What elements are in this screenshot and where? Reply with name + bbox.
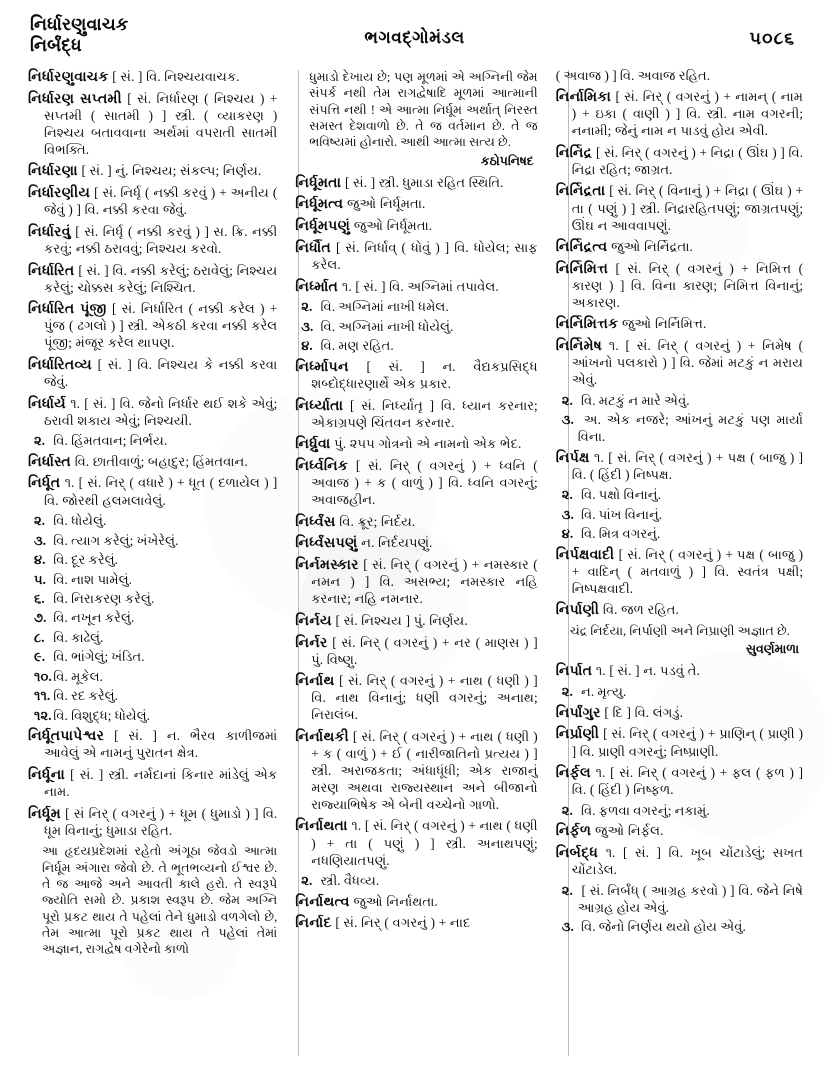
entry-definition: [ સં. ] વિ. નિશ્ચયવાચક.	[112, 69, 240, 84]
entry-first-line	[28, 395, 277, 430]
sense-text: [ સં. નિર્ ( વગરનું ) + પક્ષ ( બાજુ ) ] વિ. ( હિંદી ) નિષ્પક્ષ.	[571, 449, 804, 482]
sense-text: વિ. દૂર કરેલું.	[53, 552, 118, 568]
entry-definition: જુઓ નિર્નિમિત્ત.	[622, 316, 707, 332]
entry-sense	[556, 393, 803, 410]
dictionary-entry	[295, 278, 537, 356]
dictionary-entry	[556, 546, 803, 598]
sense-text: વિ. નિરાકરણ કરેલું.	[53, 591, 155, 606]
entry-body	[556, 315, 803, 333]
headword: નિર્નાથ	[295, 673, 335, 690]
sense-number: ૩.	[561, 919, 574, 935]
headword: નિર્ધ્માત	[295, 278, 339, 295]
sense-text: વિ. રદ કરેલું.	[53, 688, 118, 704]
headword: નિર્ધ્વંસ	[295, 513, 336, 530]
entry-body	[295, 634, 537, 669]
sense-text: [ સં. નિર્ ( વધારે ) + ધૂત ( દળાયેલ ) ] વિ. જોરથી હલમલાવેલું.	[44, 475, 278, 508]
entry-sense	[28, 533, 277, 550]
sense-text: અ. એક નજરે; આંખનું મટકું પણ માર્યા વિના.	[577, 412, 803, 445]
entry-definition: [ સં. ] સ્ત્રી. નર્મદાનાં કિનાર માંડેલું એક નામ.	[44, 766, 278, 800]
entry-definition: વિ. ક્રૂર; નિર્દય.	[339, 513, 416, 529]
entry-definition: [ સં. નિર્ ( વિનાનું ) + નિદ્રા ( ઊંઘ ) + તા ( પણું ) ] સ્ત્રી. નિદ્રારહિતપણું; જાગ્રતપણું; ઊંઘ ન આવવાપણું.	[571, 183, 803, 233]
entry-body	[295, 914, 537, 932]
entry-sense	[28, 433, 277, 450]
page-number: ૫૦૮૬	[749, 28, 795, 48]
entry-body	[295, 239, 537, 274]
entry-sense	[28, 688, 277, 705]
entry-sense	[556, 507, 803, 524]
dictionary-entry	[295, 914, 537, 932]
headword: નિર્ધૌત	[295, 239, 331, 256]
sense-text: ન. મૃત્યુ.	[581, 684, 627, 700]
sense-number: ૨.	[301, 873, 313, 889]
dictionary-entry	[295, 817, 537, 890]
entry-body	[295, 513, 537, 531]
headword: નિર્નિમિત્તક	[555, 316, 619, 333]
sense-number: ૪.	[561, 526, 574, 542]
entry-body	[295, 534, 537, 552]
sense-number: ૨.	[561, 802, 573, 818]
dictionary-entry	[295, 239, 537, 274]
entry-continuation: ( અવાજ ) ] વિ. અવાજ રહિત.	[555, 68, 711, 83]
sense-number: ૫.	[34, 571, 46, 587]
entry-body	[295, 672, 537, 724]
column-2	[286, 68, 546, 1068]
sense-text: વિ. હિંમતવાન; નિર્ભય.	[53, 433, 168, 449]
headword: નિર્ધારણા	[28, 163, 78, 180]
sense-number: ૩.	[301, 318, 314, 334]
sense-text: વિ. ધોયેલું.	[53, 513, 107, 529]
entry-definition: [ સં. નિર્ ( વગરનું ) + ધ્વનિ ( અવાજ ) + ક ( વાળું ) ] વિ. ધ્વનિ વગરનું; અવાજહીન.	[311, 457, 538, 508]
sense-number: ૯.	[34, 649, 46, 665]
entry-sense	[28, 591, 277, 608]
entry-body	[28, 223, 277, 258]
dictionary-entry	[28, 727, 277, 762]
quotation-source: સુવર્ણમાળા	[745, 642, 799, 657]
sense-number: ૨.	[561, 487, 573, 503]
sense-text: [ સં. ] વિ. જેનો નિર્ધાર થઈ શકે એવું; ઠરાવી શકાય એવું; નિશ્ચયી.	[44, 395, 278, 428]
headword: નિર્નિમિત્ત	[555, 260, 609, 277]
headword: નિર્નામિકા	[555, 88, 612, 105]
sense-number: ૩.	[34, 532, 47, 548]
dictionary-entry	[295, 217, 537, 235]
entry-first-line	[556, 662, 803, 680]
entry-sense	[295, 338, 537, 355]
headword: નિર્ધ્વંસપણું	[295, 535, 358, 552]
sense-text: સ્ત્રી. વૈધવ્ય.	[320, 873, 380, 889]
dictionary-entry	[28, 262, 277, 297]
headword: નિર્ધૂમત્વ	[295, 196, 344, 213]
page-columns	[22, 68, 807, 1068]
headword: નિર્ધાસ્ત	[28, 453, 71, 470]
entry-definition: [ સં. નિર્ધૃ ( નક્કી કરવું ) ] સ. ક્રિ. નક્કી કરવું; નક્કી ઠરાવવું; નિશ્ચય કરવો.	[44, 223, 278, 257]
headword: નિર્નિદ્રત્વ	[555, 238, 608, 255]
headword: નિર્ધારિતવ્ય	[28, 356, 92, 373]
dictionary-entry	[28, 90, 277, 159]
entry-body	[28, 453, 277, 471]
dictionary-entry	[295, 634, 537, 669]
column-1	[22, 68, 286, 1068]
dictionary-entry	[295, 534, 537, 552]
dictionary-entry	[295, 728, 537, 814]
headword: નિર્ધાર્ય	[28, 395, 66, 412]
sense-text: વિ. વિશુદ્ધ; ધોયેલું.	[53, 707, 150, 723]
headword: નિર્પક્ષ	[555, 449, 590, 466]
sense-text: વિ. જેનો નિર્ણય થયો હોય એવું.	[581, 919, 746, 935]
headword: નિર્નિમેષ	[555, 338, 603, 355]
entry-body	[295, 435, 537, 453]
dictionary-entry	[28, 184, 277, 219]
entry-sense	[28, 649, 277, 666]
sense-text: વિ. અગ્નિમાં નાખી ધોયેલું.	[320, 318, 454, 334]
sense-text: વિ. ત્યાગ કરેલું; ખંખેરેલું.	[53, 532, 179, 548]
dictionary-entry	[556, 725, 803, 760]
entry-body	[295, 358, 537, 393]
entry-sense	[295, 873, 537, 890]
dictionary-entry	[295, 672, 537, 724]
dictionary-entry	[28, 356, 277, 391]
sense-text: વિ. ફળવા વગરનું; નકામું.	[581, 802, 710, 818]
entry-definition: જુઓ નિર્ધૂમતા.	[353, 218, 433, 234]
entry-body	[295, 174, 537, 192]
headword: નિર્નાથકી	[295, 728, 349, 745]
headword: નિર્પક્ષવાદી	[555, 546, 615, 563]
entry-sense	[28, 708, 277, 725]
entry-first-line	[295, 278, 537, 296]
dictionary-entry	[295, 195, 537, 213]
sense-number: ૩.	[561, 412, 574, 428]
dictionary-entry	[556, 601, 803, 619]
headword: નિર્નમસ્કાર	[295, 557, 359, 574]
headword: નિર્ધ્યાતા	[295, 397, 344, 414]
entry-definition: [ સં. નિર્ ( વગરનું ) + નામન્ ( નામ ) + ઇકા ( વાણી ) ] વિ. સ્ત્રી. નામ વગરની; નનામી; જેનું નામ ન પાડવું હોય એવી.	[571, 88, 803, 139]
headword: નિર્ધ્રુવા	[295, 436, 331, 453]
dictionary-entry	[28, 162, 277, 180]
headword: નિર્પાત	[555, 663, 593, 680]
dictionary-entry	[28, 474, 277, 724]
dictionary-entry	[556, 704, 803, 722]
sense-text: [ સં. નિર્ ( વગરનું ) + ફલ ( ફળ ) ] વિ. ( હિંદી ) નિષ્ફળ.	[571, 765, 803, 798]
entry-first-line	[556, 337, 803, 389]
entry-definition: [ દિ ] વિ. લંગડું.	[604, 704, 683, 720]
entry-body	[28, 766, 277, 801]
entry-body	[295, 195, 537, 213]
entry-definition: [ સં. નિર્ધારણ ( નિશ્ચય ) + સપ્તમી ( સાતમી ) ] સ્ત્રી. ( વ્યાકરણ ) નિશ્ચય બતાવવાના અર્થમાં વપરાતી સાતમી વિભક્તિ.	[44, 90, 278, 157]
dictionary-entry	[556, 449, 803, 544]
entry-definition: [ સં. નિર્ ( વગરનું ) + પક્ષ ( બાજુ ) + વાદિન્ ( મતવાળું ) ] વિ. સ્વતંત્ર પક્ષી; નિષ્પક્ષવાદી.	[571, 546, 803, 596]
entry-definition: [ સં. નિર્ ( વગરનું ) + પ્રાણિન્ ( પ્રાણી ) ] વિ. પ્રાણી વગરનું; નિષ્પ્રાણી.	[571, 726, 804, 759]
entry-definition: [ સં નિર્ ( વગરનું ) + ધૂમ ( ધુમાડો ) ] વિ. ધૂમ વિનાનું; ધુમાડા રહિત.	[44, 805, 278, 838]
sense-text: વિ. મણ રહિત.	[320, 338, 394, 354]
entry-sense	[28, 552, 277, 569]
dictionary-entry	[28, 223, 277, 258]
entry-body	[28, 356, 277, 391]
headword: નિર્પાણી	[555, 602, 600, 619]
entry-sense	[556, 526, 803, 543]
dictionary-entry	[556, 662, 803, 701]
headword: નિર્નાદ	[295, 915, 332, 932]
entry-body	[28, 805, 277, 840]
dictionary-entry	[28, 395, 277, 451]
headword: નિર્ધારણુવાચક	[28, 69, 109, 85]
entry-definition: [ સં. નિર્ ( વગરનું ) + નાથ ( ધણી ) + ક ( વાળું ) + ઈ ( નારીજાતિનો પ્રત્યય ) ] સ્ત્રી. અરાજકતા; અંધાધૂંધી; એક રાજાનું મરણ અથવા રાજ્યસ્થાન અને બીજાનો રાજ્યાભિષેક એ બેની વચ્ચેનો ગાળો.	[311, 728, 538, 812]
headword: નિર્ધૂના	[28, 766, 65, 783]
entry-sense	[556, 487, 803, 504]
sense-number: ૪.	[301, 338, 313, 354]
headword: નિર્નાથત્વ	[295, 893, 350, 910]
dictionary-entry	[556, 88, 803, 140]
headword: નિર્નય	[295, 612, 332, 629]
entry-definition: [ સં. નિર્ ( વગરનું ) + નિદ્રા ( ઊંઘ ) ] વિ. નિદ્રા રહિત; જાગ્રત.	[571, 144, 803, 177]
sense-text: [ સં. ] ન. પડવું તે.	[609, 663, 700, 679]
entry-body	[28, 162, 277, 180]
headword: નિર્નિદ્રતા	[555, 183, 606, 200]
headword: નિર્નિદ્ર	[555, 144, 593, 161]
sense-text: વિ. કાઢેલું.	[53, 629, 104, 645]
headword: નિર્ધારિત	[28, 262, 75, 279]
book-title: ભગવદ્ગોમંડલ	[364, 28, 465, 47]
dictionary-entry	[295, 513, 537, 531]
entry-body	[28, 184, 277, 219]
running-head-left-line2: નિર્બંદ્ધ	[30, 35, 82, 56]
headword: નિર્ધૂત	[28, 475, 61, 492]
dictionary-entry	[28, 453, 277, 471]
sense-text: વિ. અગ્નિમાં નાખી ધમેલ.	[320, 299, 449, 315]
entry-sense	[28, 572, 277, 589]
entry-definition: [ સં. ] સ્ત્રી. ધુમાડા રહિત સ્થિતિ.	[344, 174, 504, 190]
sense-text: [ સં. નિર્ ( વગરનું ) + નિમેષ ( આંખનો પલકારો ) ] વિ. જેમાં મટકું ન મરાય એવું.	[571, 338, 804, 388]
entry-sense	[28, 513, 277, 530]
entry-sense	[556, 412, 803, 446]
dictionary-entry	[28, 766, 277, 801]
entry-body	[556, 88, 803, 140]
sense-text: વિ. નાશ પામેલું.	[53, 571, 132, 587]
headword: નિર્નર	[295, 634, 328, 651]
entry-definition: [ સં. નિર્ ( વગરનું ) + નિમિત્ત ( કારણ ) ] વિ. વિના કારણ; નિમિત્ત વિનાનું; અકારણ.	[571, 260, 803, 310]
dictionary-entry	[28, 300, 277, 352]
sense-text: વિ. ભાંગેલું; ખંડિત.	[53, 649, 145, 665]
entry-body	[28, 68, 277, 86]
entry-body	[28, 90, 277, 159]
quotation: આ હૃદયપ્રદેશમાં રહેતો અંગૂઠા જેવડો આત્મા નિર્ધૂમ અંગારા જેવો છે. તે ભૂતભવ્યનો ઈશ્વર છે. તે જ આજે અને આવતી કાલે હરો. તે સ્વરૂપે જ્યોતિ સમો છે. પ્રકાશ સ્વરૂપ છે. જેમ અગ્નિ પૂરો પ્રકટ થાય તે પહેલાં તેને ધુમાડો વળગેલો છે, તેમ આત્મા પૂરો પ્રકટ થાય તે પહેલાં તેમાં અજ્ઞાન, રાગદ્વેષ વગેરેનો કાળો	[42, 844, 278, 957]
entry-first-line	[556, 449, 803, 484]
entry-body	[295, 893, 537, 911]
dictionary-entry	[295, 893, 537, 911]
dictionary-entry	[295, 174, 537, 192]
entry-definition: [ સં. નિર્ ( વગરનું ) + નમસ્કાર ( નમન ) ] વિ. અસભ્ય; નમસ્કાર નહિ કરનાર; નહિ નમનાર.	[311, 557, 538, 607]
headword: નિર્ફલ	[555, 765, 591, 782]
sense-number: ૧.	[605, 844, 616, 860]
entry-definition: જુઓ નિર્ધૂમતા.	[347, 196, 426, 212]
headword: નિર્નાથતા	[295, 818, 348, 835]
entry-body	[28, 262, 277, 297]
sense-number: ૧.	[64, 475, 75, 491]
dictionary-entry	[295, 397, 537, 432]
sense-number: ૧.	[595, 765, 606, 781]
dictionary-entry	[556, 315, 803, 333]
entry-body	[556, 260, 803, 312]
sense-text: વિ. પાંખ વિનાનું.	[581, 506, 663, 522]
sense-number: ૮.	[34, 629, 45, 645]
sense-number: ૬.	[34, 591, 45, 606]
entry-definition: વિ. જળ રહિત.	[602, 602, 679, 618]
dictionary-entry	[556, 182, 803, 234]
entry-definition: જુઓ નિર્ફલ.	[594, 823, 664, 839]
entry-sense	[28, 630, 277, 647]
dictionary-entry	[556, 144, 803, 179]
dictionary-entry	[556, 337, 803, 446]
dictionary-entry	[556, 238, 803, 256]
quotation: ધુમાડો દેખાય છે; પણ મૂળમાં એ અગ્નિની જેમ સંપર્ક નથી તેમ રાગદ્વેષાદિ મૂળમાં આત્માની સંપત્તિ નથી ! એ આત્મા નિર્ધૂમ અર્થાત્ નિરસ્ત સમસ્ત દેશવાળો છે. તે જ વર્તમાન છે. તે જ ભવિષ્યમાં હોનારો. આથી આત્મા સત્ય છે.	[309, 70, 538, 150]
sense-text: [ સં. ] વિ. ખૂબ ચોંટાડેલું; સખત ચોંટાડેલ.	[571, 844, 804, 878]
sense-number: ૭.	[34, 610, 47, 626]
sense-number: ૧૨.	[34, 707, 52, 723]
entry-body	[295, 397, 537, 432]
sense-number: ૧.	[70, 395, 80, 411]
headword: નિર્ધૂતપાપેશ્વર	[28, 728, 105, 745]
entry-body	[556, 725, 803, 760]
entry-body	[295, 457, 537, 509]
sense-number: ૧.	[594, 449, 604, 465]
sense-number: ૧૧.	[34, 688, 51, 704]
headword: નિર્ધારણીય	[28, 185, 91, 202]
entry-body	[295, 728, 537, 814]
headword: નિર્ધારિત પૂંજી	[28, 301, 107, 318]
quotation-source: કઠોપનિષદ	[480, 153, 534, 168]
sense-text: [ સં. નિર્બંધ્ ( આગ્રહ કરવો ) ] વિ. જેને નિષે આગ્રહ હોય એવું.	[577, 882, 803, 915]
sense-text: વિ. મટકું ન મારે એવું.	[581, 392, 690, 408]
entry-definition: જુઓ નિર્નિદ્રતા.	[611, 238, 693, 254]
dictionary-entry	[556, 844, 803, 936]
sense-number: ૨.	[561, 882, 573, 898]
entry-body	[556, 704, 803, 722]
entry-body	[556, 238, 803, 256]
entry-definition: [ સં. નિર્ ( વગરનું ) + નાદ	[335, 915, 471, 931]
dictionary-entry	[556, 764, 803, 820]
headword: નિર્ધ્વનિક	[295, 457, 349, 474]
sense-text: [ સં. ] વિ. અગ્નિમાં તપાવેલ.	[355, 278, 499, 294]
sense-number: ૧.	[341, 278, 352, 294]
headword: નિર્પાંગુર	[555, 704, 601, 721]
sense-text: વિ. નખૂન કરેલું.	[53, 610, 135, 626]
entry-body	[28, 727, 277, 762]
entry-definition: [ સં. નિર્ધારિત ( નક્કી કરેલ ) + પુંજ ( ઢગલો ) ] સ્ત્રી. એકઠી કરવા નક્કી કરેલ પૂંજી; મંજૂર કરેલ થાપણ.	[44, 301, 278, 351]
sense-number: ૨.	[301, 299, 313, 315]
entry-body	[556, 601, 803, 619]
dictionary-entry	[28, 68, 277, 86]
entry-sense	[295, 319, 537, 336]
dictionary-entry	[28, 805, 277, 840]
sense-number: ૪.	[34, 552, 46, 568]
sense-number: ૧૦.	[34, 668, 52, 684]
sense-number: ૧.	[608, 338, 619, 354]
entry-definition: [ સં. નિર્ ( વગરનું ) + નર ( માણસ ) ] પું. વિષ્ણુ.	[311, 634, 538, 667]
headword: નિર્પ્રાણી	[555, 726, 600, 743]
entry-body	[556, 182, 803, 234]
sense-number: ૨.	[34, 513, 46, 529]
sense-number: ૨.	[561, 392, 573, 408]
entry-definition: [ સં. ] નું. નિશ્ચય; સંકલ્પ; નિર્ણય.	[81, 163, 262, 179]
entry-body	[556, 822, 803, 840]
entry-definition: [ સં. નિર્ધૃ ( નક્કી કરવું ) + અનીય ( જેવું ) ] વિ. નક્કી કરવા જેવું.	[44, 185, 278, 218]
entry-definition: [ સં. ] વિ. નિશ્ચય કે નક્કી કરવા જેવું.	[44, 356, 278, 390]
entry-definition: [ સં. નિર્ ( વગરનું ) + નાથ ( ધણી ) ] વિ. નાથ વિનાનું; ધણી વગરનું; અનાથ; નિરાલંબ.	[311, 673, 538, 723]
entry-sense	[295, 299, 537, 316]
sense-number: ૧.	[595, 663, 606, 679]
entry-first-line	[28, 474, 277, 509]
entry-definition: [ સં. નિર્ધાવ્ ( ધોવું ) ] વિ. ધોયેલ; સાફ કરેલ.	[311, 239, 538, 273]
entry-definition: [ સં. ] ન. વૈદ્યકપ્રસિદ્ધ શબ્દોદ્ધારણાર્થે એક પ્રકાર.	[311, 358, 538, 392]
sense-number: ૨.	[34, 433, 46, 449]
sense-number: ૧.	[351, 818, 362, 834]
entry-sense	[556, 919, 803, 936]
sense-text: વિ. મૂકેલ.	[53, 668, 103, 684]
entry-first-line	[556, 844, 803, 879]
entry-sense	[28, 610, 277, 627]
headword: નિર્ફળ	[555, 823, 592, 840]
dictionary-entry	[295, 612, 537, 630]
quotation: ચંદ્ર નિર્દયા, નિર્પાણી અને નિપ્રાણી અજ્ઞાત છે.	[569, 624, 790, 639]
headword: નિર્ધારવું	[28, 223, 71, 240]
entry-definition: [ સં. નિશ્ચય ] પું. નિર્ણય.	[335, 612, 468, 628]
dictionary-entry	[556, 260, 803, 312]
entry-body	[295, 612, 537, 630]
headword: નિર્ધૂમતા	[295, 174, 342, 191]
dictionary-entry	[295, 435, 537, 453]
headword: નિર્ધૂમપણું	[295, 218, 351, 235]
sense-number: ૨.	[561, 684, 573, 700]
entry-definition: પું. ૨૫૫ ગોત્રનો એ નામનો એક ભેદ.	[334, 436, 522, 452]
entry-body	[556, 144, 803, 179]
entry-sense	[28, 669, 277, 686]
running-head-left-line1: નિર્ધારણુવાચક	[30, 14, 129, 34]
sense-number: ૩.	[561, 506, 574, 522]
sense-text: [ સં. નિર્ ( વગરનું ) + નાથ ( ધણી ) + તા ( પણું ) ] સ્ત્રી. અનાથપણું; નધણિયાતપણું.	[311, 818, 538, 868]
entry-definition: જુઓ નિર્નાથતા.	[353, 893, 438, 909]
sense-text: વિ. પક્ષો વિનાનું.	[581, 487, 661, 503]
headword: નિર્ધૂમ	[28, 805, 61, 822]
entry-definition: વિ. છાતીવાળું; બહાદુર; હિંમતવાન.	[74, 453, 248, 469]
dictionary-entry	[295, 457, 537, 509]
sense-text: વિ. મિત્ર વગરનું.	[581, 526, 661, 542]
entry-sense	[556, 883, 803, 917]
entry-body	[295, 217, 537, 235]
headword: નિર્બદ્ધ	[555, 844, 599, 861]
column-3	[547, 68, 807, 1068]
dictionary-entry	[295, 358, 537, 393]
entry-first-line	[556, 764, 803, 799]
dictionary-entry	[295, 556, 537, 608]
headword: નિર્ધારણ સપ્તમી	[28, 90, 122, 107]
entry-definition: [ સં. ] વિ. નક્કી કરેલું; ઠરાવેલું; નિશ્ચય કરેલું; ચોક્કસ કરેલું; નિશ્ચિત.	[44, 262, 278, 295]
entry-sense	[556, 684, 803, 701]
entry-definition: [ સં. નિર્ધ્યાતૃ ] વિ. ધ્યાન કરનાર; એકાગ્રપણે ચિંતવન કરનાર.	[311, 397, 538, 430]
entry-body	[28, 300, 277, 352]
headword: નિર્ધ્માપન	[295, 358, 349, 375]
page-header	[22, 14, 807, 66]
entry-definition: [ સં. ] ન. ભૈરવ કાળીજમાં આવેલું એ નામનું પુરાતન ક્ષેત્ર.	[44, 728, 278, 761]
entry-sense	[556, 803, 803, 820]
entry-definition: ન. નિર્દયપણું.	[361, 535, 433, 551]
entry-body	[295, 556, 537, 608]
dictionary-entry	[556, 822, 803, 840]
entry-body	[556, 546, 803, 598]
entry-first-line	[295, 817, 537, 869]
